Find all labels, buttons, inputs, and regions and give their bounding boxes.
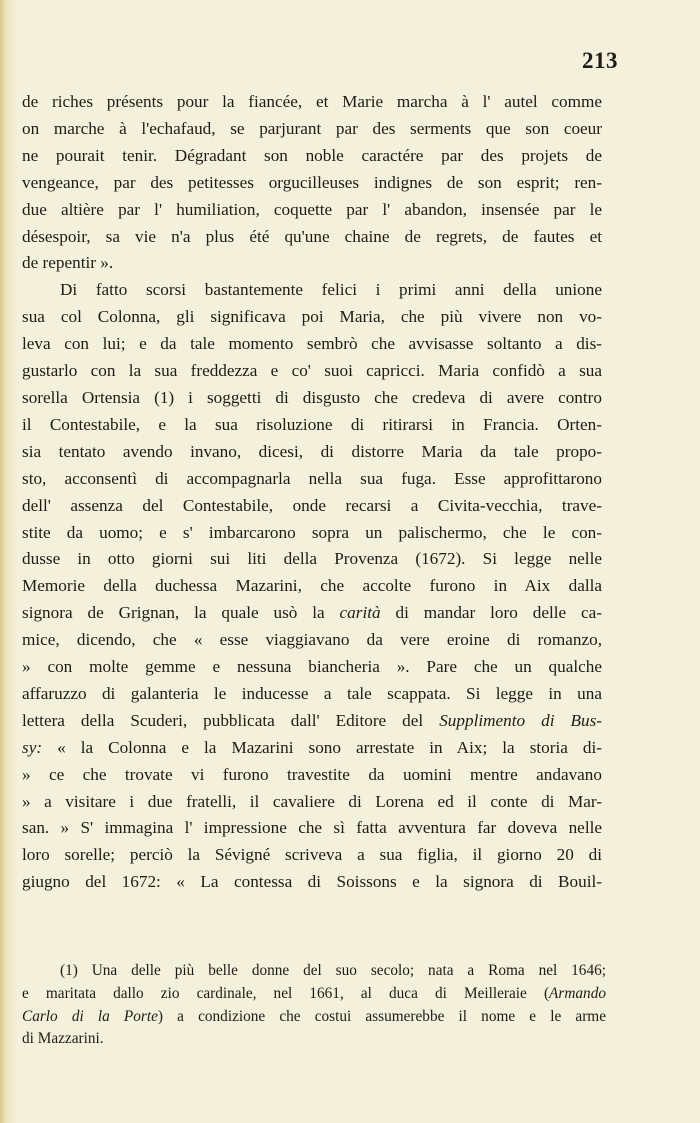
footnote-line: di Mazzarini. — [22, 1030, 104, 1048]
footnote — [22, 960, 606, 1051]
text-line: gustarlo con la sua freddezza e co' suoi capricci. Maria confidò a sua — [22, 361, 602, 381]
text-line: sia tentato avendo invano, dicesi, di distorre Maria da tale propo- — [22, 441, 602, 461]
text-segment: signora de Grignan, la quale usò la — [22, 603, 340, 623]
italic-text: sy: — [22, 737, 43, 757]
text-line: » con molte gemme e nessuna biancheria ». Pare che un qualche — [22, 657, 602, 677]
text-line: » a visitare i due fratelli, il cavaliere di Lorena ed il conte di Mar- — [22, 791, 602, 811]
text-line: loro sorelle; perciò la Sévigné scriveva a sua figlia, il giorno 20 di — [22, 845, 602, 865]
text-line — [22, 735, 602, 762]
italic-text: Armando — [549, 984, 606, 1002]
italic-text: Supplimento di Bus- — [439, 710, 602, 730]
text-line: il Contestabile, e la sua risoluzione di ritirarsi in Francia. Orten- — [22, 414, 602, 434]
text-line: san. » S' immagina l' impressione che sì fatta avventura far doveva nelle — [22, 818, 602, 838]
footnote-line: (1) Una delle più belle donne del suo secolo; nata a Roma nel 1646; — [60, 962, 606, 979]
text-line — [22, 600, 602, 627]
text-line: Di fatto scorsi bastantemente felici i primi anni della unione — [60, 280, 602, 300]
text-line: sua col Colonna, gli significava poi Maria, che più vivere non vo- — [22, 307, 602, 327]
text-line: désespoir, sa vie n'a plus été qu'une chaine de regrets, de fautes et — [22, 226, 602, 246]
text-line: affaruzzo di galanteria le inducesse a tale scappata. Si legge in una — [22, 683, 602, 703]
text-line: dusse in otto giorni sui liti della Provenza (1672). Si legge nelle — [22, 549, 602, 569]
text-line: stite da uomo; e s' imbarcarono sopra un palischermo, che le con- — [22, 522, 602, 542]
footnote-line — [22, 1006, 606, 1029]
italic-text: carità — [339, 603, 381, 623]
text-line: mice, dicendo, che « esse viaggiavano da vere eroine di romanzo, — [22, 630, 602, 650]
text-line: de riches présents pour la fiancée, et Marie marcha à l' autel comme — [22, 92, 602, 111]
text-line: leva con lui; e da tale momento sembrò che avvisasse soltanto a dis- — [22, 334, 602, 354]
text-line: ne pourait tenir. Dégradant son noble caractére par des projets de — [22, 145, 602, 165]
text-line: on marche à l'echafaud, se parjurant par des serments que son coeur — [22, 118, 602, 138]
text-line: sorella Ortensia (1) i soggetti di disgusto che credeva di avere contro — [22, 387, 602, 407]
text-line: » ce che trovate vi furono travestite da uomini mentre andavano — [22, 764, 602, 784]
footnote-line — [22, 983, 606, 1006]
text-line: due altière par l' humiliation, coquette par l' abandon, insensée par le — [22, 199, 602, 219]
text-line: giugno del 1672: « La contessa di Soissons e la signora di Bouil- — [22, 872, 602, 892]
italic-text: Carlo di la Porte — [22, 1007, 158, 1025]
page-number: 213 — [582, 48, 618, 73]
text-line: Memorie della duchessa Mazarini, che accolte furono in Aix dalla — [22, 576, 602, 596]
text-segment: lettera della Scuderi, pubblicata dall' Editore del — [22, 710, 440, 730]
main-text — [22, 89, 602, 896]
text-line: dell' assenza del Contestabile, onde recarsi a Civita-vecchia, trave- — [22, 495, 602, 515]
text-line: vengeance, par des petitesses orgucilleuses indignes de son esprit; ren- — [22, 172, 602, 192]
text-segment: ) a condizione che costui assumerebbe il nome e le arme — [157, 1007, 606, 1025]
text-segment: di mandar loro delle ca- — [380, 603, 602, 623]
text-line: de repentir ». — [22, 253, 114, 273]
text-line: sto, acconsentì di accompagnarla nella sua fuga. Esse approfittarono — [22, 468, 602, 488]
text-segment: e maritata dallo zio cardinale, nel 1661, al duca di Meilleraie ( — [22, 984, 550, 1002]
text-segment: « la Colonna e la Mazarini sono arrestate in Aix; la storia di- — [42, 737, 602, 757]
text-line — [22, 708, 602, 735]
